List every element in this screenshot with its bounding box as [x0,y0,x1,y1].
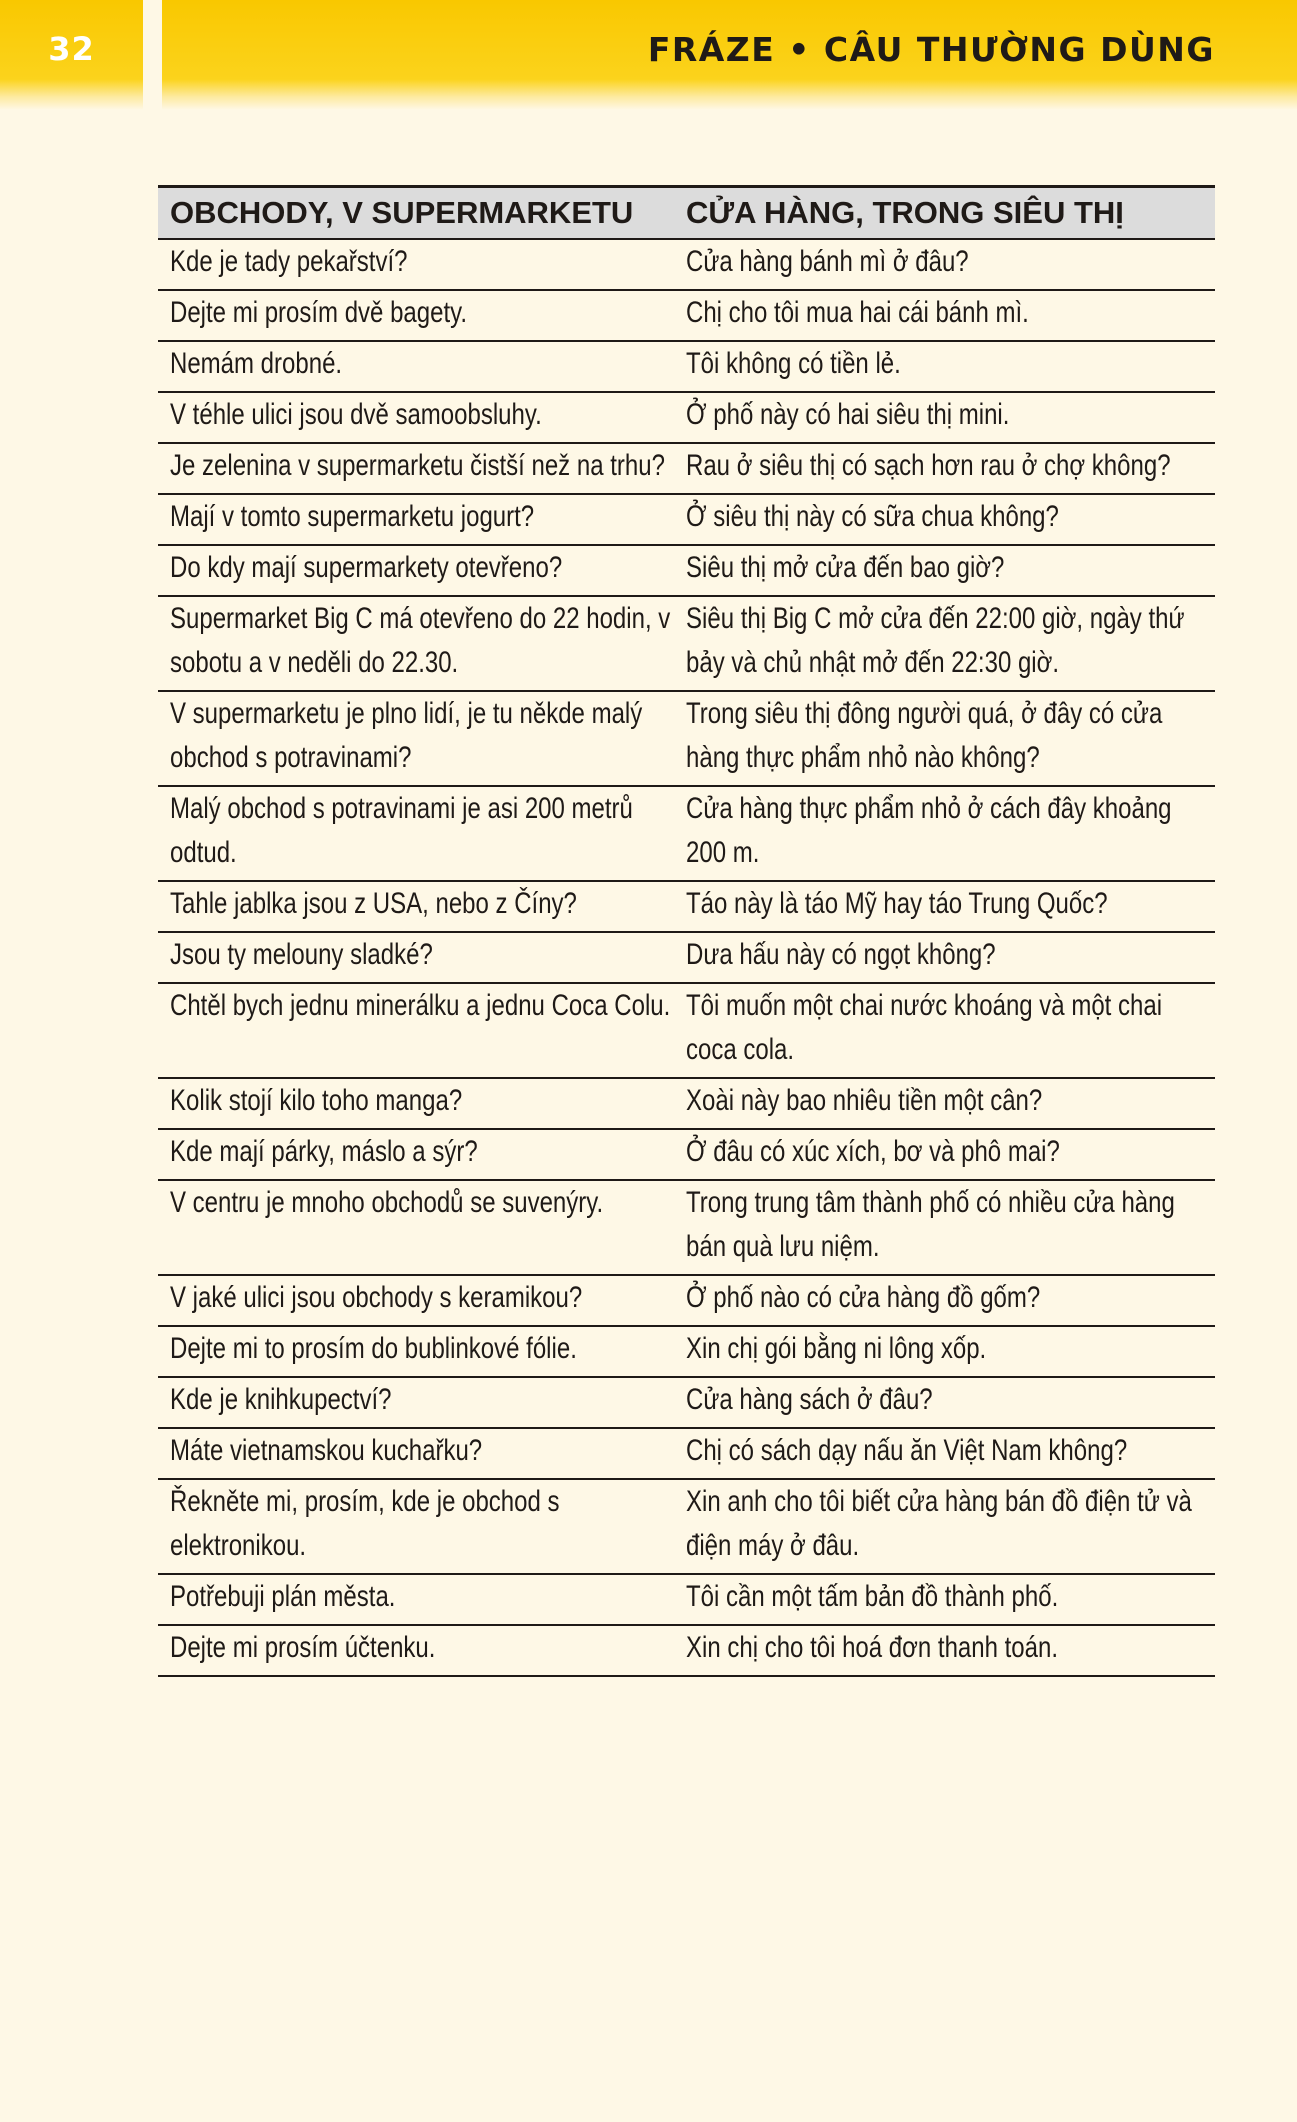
cell-vn [686,882,1215,931]
cell-vn [686,692,1215,785]
cell-vn [686,444,1215,493]
cell-cz [158,1079,686,1128]
cell-vn [686,546,1215,595]
cell-vn [686,1079,1215,1128]
phrase-cz: Je zelenina v supermarketu čistší než na trhu? [170,449,665,482]
table-row [158,1575,1215,1626]
table-row [158,240,1215,291]
cell-cz [158,882,686,931]
phrase-cz: V jaké ulici jsou obchody s keramikou? [170,1281,583,1314]
cell-vn [686,1480,1215,1573]
cell-vn [686,1327,1215,1376]
phrase-cz: Mají v tomto supermarketu jogurt? [170,500,535,533]
phrase-vn: Siêu thị Big C mở cửa đến 22:00 giờ, ngày thứ bảy và chủ nhật mở đến 22:30 giờ. [686,602,1185,679]
phrase-vn: Xoài này bao nhiêu tiền một cân? [686,1084,1043,1117]
cell-cz [158,1130,686,1179]
cell-cz [158,546,686,595]
cell-vn [686,1181,1215,1274]
phrase-vn: Ở phố này có hai siêu thị mini. [686,398,1010,431]
table-row [158,882,1215,933]
cell-vn [686,597,1215,690]
phrase-vn: Tôi muốn một chai nước khoáng và một chai coca cola. [686,989,1163,1066]
phrase-vn: Cửa hàng bánh mì ở đâu? [686,245,969,278]
phrase-cz: Řekněte mi, prosím, kde je obchod s elektronikou. [170,1485,560,1562]
phrase-cz: Kolik stojí kilo toho manga? [170,1084,463,1117]
cell-vn [686,393,1215,442]
page-number-tab [0,0,143,110]
phrase-cz: Tahle jablka jsou z USA, nebo z Číny? [170,887,577,920]
cell-vn [686,984,1215,1077]
phrase-vn: Siêu thị mở cửa đến bao giờ? [686,551,1005,584]
phrase-vn: Xin chị gói bằng ni lông xốp. [686,1332,987,1365]
page-number: 32 [48,30,95,68]
phrase-cz: Nemám drobné. [170,347,343,380]
cell-vn [686,1130,1215,1179]
table-body [158,240,1215,1677]
phrase-vn: Tôi không có tiền lẻ. [686,347,901,380]
cell-cz [158,444,686,493]
phrase-cz: Malý obchod s potravinami je asi 200 metrů odtud. [170,792,633,869]
phrase-vn: Táo này là táo Mỹ hay táo Trung Quốc? [686,887,1108,920]
cell-vn [686,1276,1215,1325]
cell-cz [158,291,686,340]
table-row [158,1480,1215,1575]
cell-vn [686,291,1215,340]
cell-vn [686,1575,1215,1624]
cell-cz [158,933,686,982]
header-cz-cell [158,195,686,231]
cell-vn [686,933,1215,982]
cell-cz [158,342,686,391]
cell-cz [158,1378,686,1427]
phrase-cz: Dejte mi prosím dvě bagety. [170,296,468,329]
cell-cz [158,393,686,442]
phrase-vn: Ở siêu thị này có sữa chua không? [686,500,1059,533]
cell-cz [158,1181,686,1274]
table-row [158,1378,1215,1429]
cell-cz [158,1575,686,1624]
cell-cz [158,495,686,544]
phrase-vn: Rau ở siêu thị có sạch hơn rau ở chợ không? [686,449,1171,482]
phrase-cz: Potřebuji plán města. [170,1580,396,1613]
phrase-table [158,185,1215,1677]
table-row [158,1181,1215,1276]
table-row [158,291,1215,342]
phrase-cz: V centru je mnoho obchodů se suvenýry. [170,1186,604,1219]
phrase-vn: Chị cho tôi mua hai cái bánh mì. [686,296,1029,329]
header-cz: OBCHODY, V SUPERMARKETU [170,195,634,230]
phrase-cz: Kde je knihkupectví? [170,1383,392,1416]
phrase-cz: Máte vietnamskou kuchařku? [170,1434,483,1467]
phrase-vn: Dưa hấu này có ngọt không? [686,938,996,971]
cell-cz [158,1276,686,1325]
table-row [158,692,1215,787]
phrase-vn: Trong siêu thị đông người quá, ở đây có cửa hàng thực phẩm nhỏ nào không? [686,697,1163,774]
table-row [158,1327,1215,1378]
cell-cz [158,240,686,289]
table-row [158,933,1215,984]
phrase-cz: V supermarketu je plno lidí, je tu někde malý obchod s potravinami? [170,697,643,774]
table-row [158,1130,1215,1181]
cell-vn [686,1429,1215,1478]
phrase-cz: Dejte mi prosím účtenku. [170,1631,436,1664]
phrase-cz: Chtěl bych jednu minerálku a jednu Coca Colu. [170,989,671,1022]
phrase-cz: Do kdy mají supermarkety otevřeno? [170,551,563,584]
table-row [158,1079,1215,1130]
header-band [162,0,1297,110]
page-title: FRÁZE • CÂU THƯỜNG DÙNG [647,30,1215,69]
phrase-cz: Dejte mi to prosím do bublinkové fólie. [170,1332,577,1365]
phrase-vn: Cửa hàng sách ở đâu? [686,1383,933,1416]
cell-vn [686,240,1215,289]
cell-cz [158,787,686,880]
phrase-cz: V téhle ulici jsou dvě samoobsluhy. [170,398,542,431]
phrase-vn: Ở phố nào có cửa hàng đồ gốm? [686,1281,1041,1314]
phrase-cz: Kde mají párky, máslo a sýr? [170,1135,478,1168]
table-row [158,495,1215,546]
cell-cz [158,597,686,690]
table-header [158,185,1215,240]
table-row [158,342,1215,393]
table-row [158,444,1215,495]
table-row [158,1429,1215,1480]
phrase-vn: Tôi cần một tấm bản đồ thành phố. [686,1580,1059,1613]
phrase-vn: Xin chị cho tôi hoá đơn thanh toán. [686,1631,1058,1664]
phrase-vn: Ở đâu có xúc xích, bơ và phô mai? [686,1135,1060,1168]
phrase-cz: Jsou ty melouny sladké? [170,938,433,971]
cell-cz [158,984,686,1077]
header-vn: CỬA HÀNG, TRONG SIÊU THỊ [686,195,1124,230]
cell-cz [158,692,686,785]
cell-cz [158,1429,686,1478]
cell-vn [686,787,1215,880]
header-vn-cell [686,195,1215,231]
table-row [158,546,1215,597]
phrase-cz: Supermarket Big C má otevřeno do 22 hodin, v sobotu a v neděli do 22.30. [170,602,671,679]
phrase-vn: Chị có sách dạy nấu ăn Việt Nam không? [686,1434,1128,1467]
cell-vn [686,1626,1215,1675]
cell-vn [686,342,1215,391]
table-row [158,393,1215,444]
cell-vn [686,495,1215,544]
table-row [158,787,1215,882]
table-row [158,597,1215,692]
phrase-vn: Trong trung tâm thành phố có nhiều cửa hàng bán quà lưu niệm. [686,1186,1175,1263]
cell-cz [158,1327,686,1376]
cell-vn [686,1378,1215,1427]
table-row [158,1276,1215,1327]
phrase-cz: Kde je tady pekařství? [170,245,408,278]
phrase-vn: Xin anh cho tôi biết cửa hàng bán đồ điện tử và điện máy ở đâu. [686,1485,1192,1562]
table-row [158,1626,1215,1677]
cell-cz [158,1480,686,1573]
table-row [158,984,1215,1079]
phrase-vn: Cửa hàng thực phẩm nhỏ ở cách đây khoảng 200 m. [686,792,1172,869]
cell-cz [158,1626,686,1675]
